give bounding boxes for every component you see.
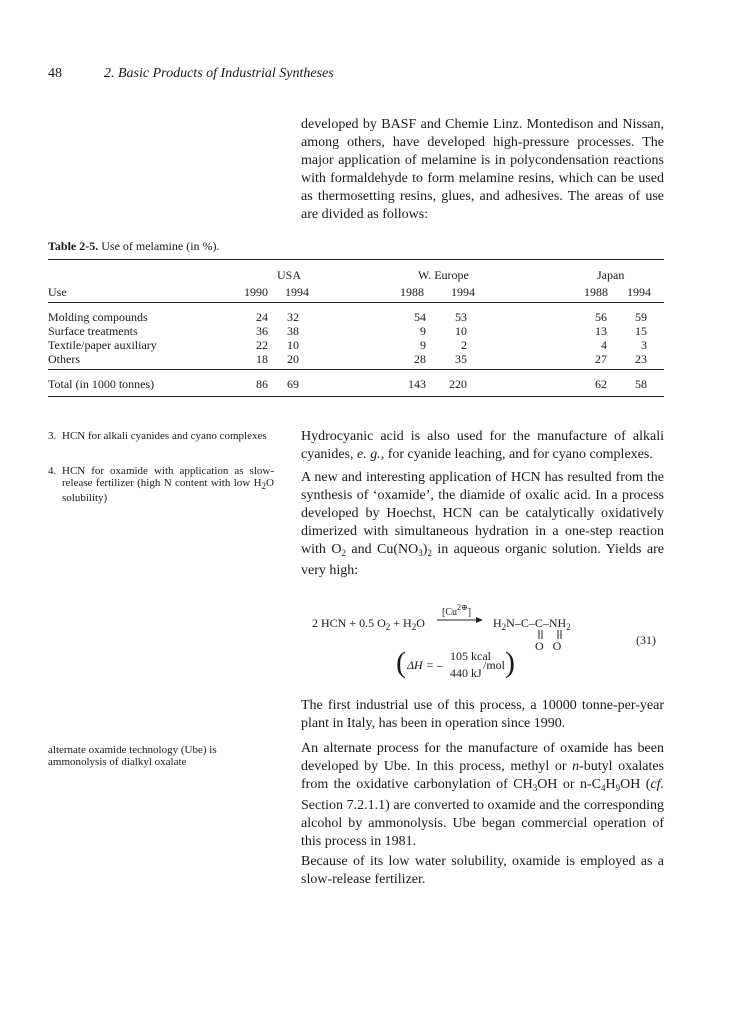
text: and Cu(NO <box>345 542 419 557</box>
table-label: Table 2-5. <box>48 239 99 253</box>
eq-text: [Cu <box>442 607 457 618</box>
year-header: 1988 <box>584 285 608 299</box>
text: An alternate process for the manufacture of oxamide has been developed by Ube. In this process, methyl or <box>301 741 664 774</box>
table-cell: 58 <box>635 377 647 391</box>
carbonyl-oxygens: O O <box>535 639 562 653</box>
eq-text: O <box>416 616 425 630</box>
text: Section 7.2.1.1) are converted to oxamide and the corresponding alcohol by ammonolysis. Ube began commercial operation of this process in 1981. <box>301 798 664 849</box>
table-cell: 53 <box>455 310 467 324</box>
table-cell: 9 <box>420 324 426 338</box>
note-text-part: O solubility) <box>62 477 274 504</box>
text: in aqueous organic solution. Yields are very high: <box>301 542 664 578</box>
table-cell: 13 <box>595 324 607 338</box>
paragraph-first-use: The first industrial use of this process, a 10000 tonne-per-year plant in Italy, has been in operation since 1990. <box>301 698 664 731</box>
table-row-use: Textile/paper auxiliary <box>48 338 157 352</box>
year-header: 1994 <box>285 285 309 299</box>
subscript: 2 <box>427 548 432 558</box>
text: -butyl oxalates from the oxidative carbonylation of CH <box>301 759 665 792</box>
paragraph-fertilizer: Because of its low water solubility, oxamide is employed as a slow-release fertilizer. <box>301 854 664 887</box>
text: ) <box>422 542 428 557</box>
subscript: 2 <box>341 548 346 558</box>
table-caption-text: Use of melamine (in %). <box>101 239 220 253</box>
table-cell: 36 <box>256 324 268 338</box>
table-cell: 3 <box>641 338 647 352</box>
subscript: 4 <box>600 783 606 793</box>
note-text <box>62 465 274 504</box>
paragraph-alkali-cyanides <box>301 428 664 464</box>
table-cell: 54 <box>414 310 426 324</box>
table-cell: 15 <box>635 324 647 338</box>
year-header: 1994 <box>451 285 475 299</box>
eq-text: N–C–C–NH <box>506 616 567 630</box>
text-italic: cf. <box>650 777 665 792</box>
enthalpy-kcal: 105 kcal <box>450 649 491 663</box>
table-cell: 22 <box>256 338 268 352</box>
table-cell: 10 <box>287 338 299 352</box>
table-cell: 38 <box>287 324 299 338</box>
table-total-label: Total (in 1000 tonnes) <box>48 377 155 391</box>
margin-note-3 <box>48 430 274 442</box>
subscript: 9 <box>615 783 621 793</box>
table-cell: 23 <box>635 352 647 366</box>
eq-text: ] <box>467 607 472 618</box>
use-header: Use <box>48 285 67 299</box>
table-cell: 56 <box>595 310 607 324</box>
table-total-rule <box>48 369 664 370</box>
note-text: HCN for alkali cyanides and cyano complexes <box>62 430 267 442</box>
table-cell: 20 <box>287 352 299 366</box>
subscript: 2 <box>385 622 391 632</box>
table-row-use: Surface treatments <box>48 324 138 338</box>
table-cell: 2 <box>461 338 467 352</box>
text: , for cyanide leaching, and for cyano complexes. <box>380 447 653 462</box>
table-cell: 220 <box>449 377 467 391</box>
margin-note-ube: alternate oxamide technology (Ube) is ammonolysis of dialkyl oxalate <box>48 744 217 768</box>
region-japan: Japan <box>597 268 625 282</box>
eq-text: + H <box>390 616 412 630</box>
margin-note-4 <box>48 465 274 504</box>
subscript: 2 <box>566 622 571 632</box>
table-cell: 62 <box>595 377 607 391</box>
table-cell: 28 <box>414 352 426 366</box>
text: A new and interesting application of HCN has resulted from the synthesis of ‘oxamide’, the diamide of oxalic acid. In a process developed by Hoechst, HCN can be catalytically oxidatively dimerized with simultaneous hydration in a one-step reaction with O <box>301 470 664 557</box>
eq-text: H <box>493 616 502 630</box>
running-title: 2. Basic Products of Industrial Syntheses <box>104 66 334 81</box>
table-cell: 59 <box>635 310 647 324</box>
table-caption <box>48 239 220 254</box>
table-cell: 69 <box>287 377 299 391</box>
text-italic: e. g. <box>356 447 381 462</box>
paragraph-oxamide <box>301 469 664 580</box>
intro-paragraph: developed by BASF and Chemie Linz. Montedison and Nissan, among others, have developed high-pressure processes. The major application of melamine is in polycondensation reactions with formaldehyde to form melamine resins, which can be used as thermosetting resins, glues, and adhesives. The areas of use are divided as follows: <box>301 117 664 222</box>
left-paren-icon: ( <box>396 646 406 679</box>
table-row-use: Others <box>48 352 80 366</box>
subscript: 2 <box>261 481 267 491</box>
table-cell: 143 <box>408 377 426 391</box>
table-top-rule <box>48 259 664 260</box>
table-cell: 27 <box>595 352 607 366</box>
superscript: 2⊕ <box>457 603 468 612</box>
region-w-europe: W. Europe <box>418 268 469 282</box>
subscript: 3 <box>532 783 538 793</box>
table-bottom-rule <box>48 396 664 397</box>
region-usa: USA <box>277 268 302 282</box>
year-header: 1990 <box>244 285 268 299</box>
subscript: 2 <box>411 622 417 632</box>
enthalpy-unit: /mol <box>483 658 506 672</box>
page-number: 48 <box>48 66 62 81</box>
text: OH ( <box>620 777 651 792</box>
delta-h-label: ΔH = – <box>407 658 443 672</box>
table-cell: 10 <box>455 324 467 338</box>
table-header-rule <box>48 302 664 303</box>
table-cell: 32 <box>287 310 299 324</box>
year-header: 1988 <box>400 285 424 299</box>
table-cell: 9 <box>420 338 426 352</box>
table-cell: 18 <box>256 352 268 366</box>
table-row-use: Molding compounds <box>48 310 148 324</box>
subscript: 2 <box>501 622 507 632</box>
note-number: 4. <box>48 465 57 477</box>
year-header: 1994 <box>627 285 651 299</box>
text: OH or n-C <box>537 777 601 792</box>
note-number: 3. <box>48 430 57 442</box>
equation-number: (31) <box>636 633 656 647</box>
reaction-arrow-icon <box>436 614 484 626</box>
enthalpy-kj: 440 kJ <box>450 666 482 680</box>
table-cell: 24 <box>256 310 268 324</box>
note-text-part: HCN for oxamide with application as slow-release fertilizer (high N content with low H <box>62 465 274 489</box>
text: H <box>605 777 616 792</box>
text-italic: n <box>572 759 580 774</box>
subscript: 3 <box>418 548 423 558</box>
enthalpy-block <box>396 648 516 684</box>
equation-reactants <box>312 616 425 632</box>
eq-text: 2 HCN + 0.5 O <box>312 616 386 630</box>
table-cell: 86 <box>256 377 268 391</box>
text: Hydrocyanic acid is also used for the manufacture of alkali cyanides, <box>301 429 664 462</box>
table-cell: 35 <box>455 352 467 366</box>
right-paren-icon: ) <box>505 646 515 679</box>
table-cell: 4 <box>601 338 607 352</box>
paragraph-ube-process <box>301 740 664 851</box>
